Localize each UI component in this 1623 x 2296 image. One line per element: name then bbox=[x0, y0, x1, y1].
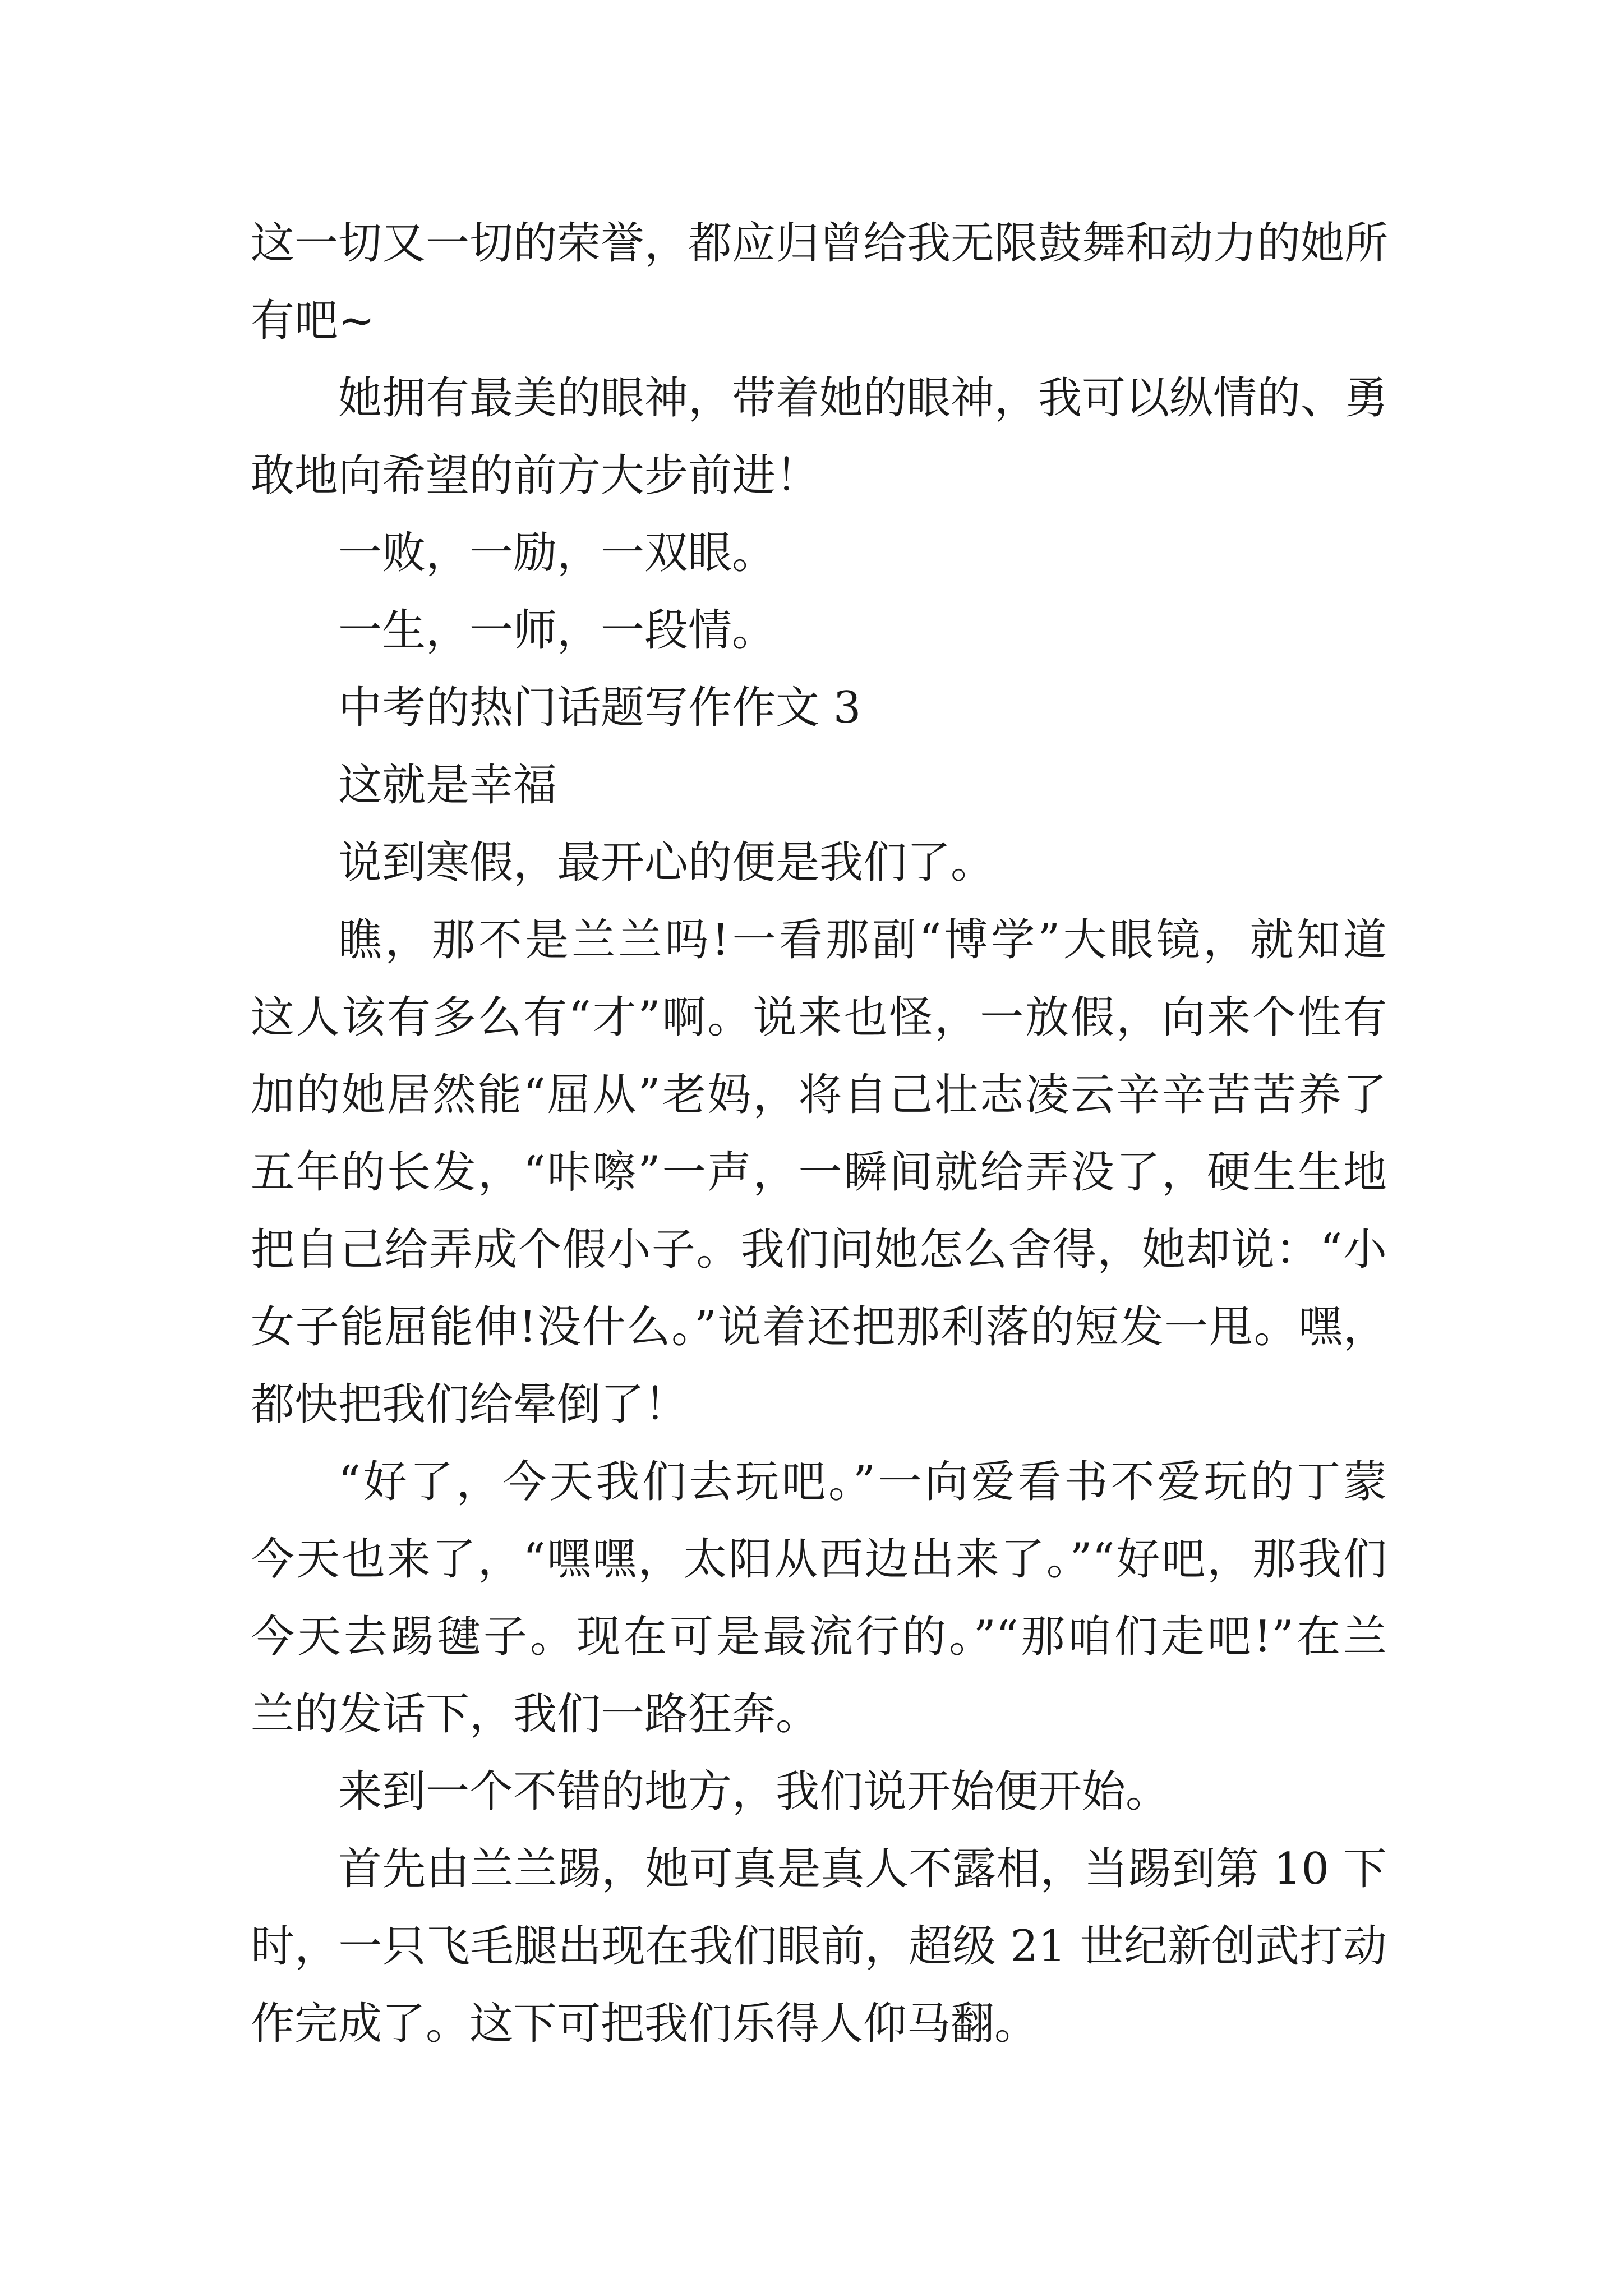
text-line: 一生，一师，一段情。 bbox=[338, 605, 776, 656]
essay-title bbox=[251, 747, 1387, 824]
paragraph bbox=[251, 1830, 1387, 2063]
text-line: 加的她居然能“屈从”老妈，将自己壮志凌云辛辛苦苦养了 bbox=[251, 1070, 1387, 1120]
text-line: 兰的发话下，我们一路狂奔。 bbox=[251, 1689, 820, 1740]
paragraph bbox=[251, 1753, 1387, 1830]
paragraph bbox=[251, 901, 1387, 1443]
text-line: “好了，今天我们去玩吧。”一向爱看书不爱玩的丁蒙 bbox=[338, 1457, 1387, 1507]
section-heading bbox=[251, 669, 1387, 747]
paragraph bbox=[251, 514, 1387, 592]
text-line: 她拥有最美的眼神，带着她的眼神，我可以纵情的、勇 bbox=[338, 373, 1389, 424]
text-line: 首先由兰兰踢，她可真是真人不露相，当踢到第 10 下 bbox=[338, 1844, 1387, 1894]
text-line: 说到寒假，最开心的便是我们了。 bbox=[338, 838, 995, 888]
paragraph bbox=[251, 1443, 1387, 1753]
text-line: 一败，一励，一双眼。 bbox=[338, 528, 776, 578]
text-line: 瞧，那不是兰兰吗!一看那副“博学”大眼镜，就知道 bbox=[338, 915, 1387, 965]
paragraph bbox=[251, 205, 1387, 360]
text-line: 把自己给弄成个假小子。我们问她怎么舍得，她却说：“小 bbox=[251, 1225, 1387, 1275]
text-line: 有吧~ bbox=[251, 296, 375, 346]
text-line: 今天也来了，“嘿嘿，太阳从西边出来了。”“好吧，那我们 bbox=[251, 1534, 1387, 1585]
text-line: 五年的长发，“咔嚓”一声，一瞬间就给弄没了，硬生生地 bbox=[251, 1147, 1387, 1198]
text-line: 来到一个不错的地方，我们说开始便开始。 bbox=[338, 1766, 1170, 1817]
paragraph bbox=[251, 824, 1387, 901]
text-line: 作完成了。这下可把我们乐得人仰马翻。 bbox=[251, 1999, 1039, 2049]
text-line: 今天去踢毽子。现在可是最流行的。”“那咱们走吧!”在兰 bbox=[251, 1612, 1387, 1662]
text-line: 都快把我们给晕倒了！ bbox=[251, 1379, 689, 1430]
text-line: 女子能屈能伸!没什么。”说着还把那利落的短发一甩。嘿， bbox=[251, 1302, 1387, 1352]
section-heading-text: 中考的热门话题写作作文 3 bbox=[338, 683, 861, 733]
text-line: 这人该有多么有“才”啊。说来也怪，一放假，向来个性有 bbox=[251, 992, 1387, 1043]
paragraph bbox=[251, 360, 1387, 514]
text-line: 敢地向希望的前方大步前进！ bbox=[251, 450, 820, 501]
document-body bbox=[251, 205, 1387, 2063]
essay-title-text: 这就是幸福 bbox=[338, 760, 557, 811]
paragraph bbox=[251, 592, 1387, 669]
text-line: 这一切又一切的荣誉，都应归曾给我无限鼓舞和动力的她所 bbox=[251, 218, 1389, 269]
text-line: 时，一只飞毛腿出现在我们眼前，超级 21 世纪新创武打动 bbox=[251, 1921, 1387, 1972]
